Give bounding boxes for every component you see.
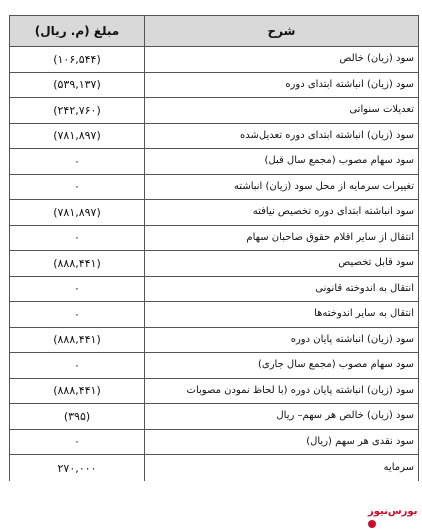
row-amount: (۷۸۱,۸۹۷) <box>10 200 145 226</box>
row-description: سود نقدی هر سهم (ریال) <box>145 429 419 455</box>
table-row <box>10 47 419 73</box>
row-amount: ۰ <box>10 429 145 455</box>
row-amount: (۷۸۱,۸۹۷) <box>10 123 145 149</box>
row-description: سود قابل تخصیص <box>145 251 419 277</box>
row-description: سود انباشته ابتدای دوره تخصیص نیافته <box>145 200 419 226</box>
row-description: سرمایه <box>145 455 419 482</box>
row-description: انتقال به سایر اندوخته‌ها <box>145 302 419 328</box>
table-row <box>10 429 419 455</box>
financial-table-container <box>9 15 419 481</box>
watermark-dot-icon <box>368 520 376 528</box>
row-amount: ۰ <box>10 276 145 302</box>
row-amount: (۱۰۶,۵۴۴) <box>10 47 145 73</box>
table-row <box>10 455 419 482</box>
row-description: انتقال از سایر اقلام حقوق صاحبان سهام <box>145 225 419 251</box>
table-row <box>10 404 419 430</box>
row-amount: (۵۳۹,۱۳۷) <box>10 72 145 98</box>
row-description: تغییرات سرمایه از محل سود (زیان) انباشته <box>145 174 419 200</box>
table-row <box>10 353 419 379</box>
row-amount: (۳۹۵) <box>10 404 145 430</box>
row-amount: ۰ <box>10 174 145 200</box>
row-description: تعدیلات سنواتی <box>145 98 419 124</box>
table-row <box>10 174 419 200</box>
watermark-text: بورس‌نیوز <box>368 506 418 517</box>
row-description: سود (زیان) خالص هر سهم– ریال <box>145 404 419 430</box>
table-header-row <box>10 16 419 47</box>
header-amount: مبلغ (م. ریال) <box>10 16 145 47</box>
table-row <box>10 327 419 353</box>
accumulated-profit-table <box>9 15 419 481</box>
table-row <box>10 276 419 302</box>
row-amount: ۰ <box>10 353 145 379</box>
watermark-logo <box>368 506 420 526</box>
row-description: سود (زیان) انباشته ابتدای دوره تعدیل‌شده <box>145 123 419 149</box>
table-row <box>10 98 419 124</box>
row-amount: (۸۸۸,۴۴۱) <box>10 327 145 353</box>
header-description: شرح <box>145 16 419 47</box>
row-amount: ۲۷۰,۰۰۰ <box>10 455 145 482</box>
row-description: سود (زیان) انباشته پایان دوره (با لحاظ نمودن مصوبات <box>145 378 419 404</box>
row-amount: ۰ <box>10 302 145 328</box>
row-amount: ۰ <box>10 149 145 175</box>
row-description: سود سهام مصوب (مجمع سال قبل) <box>145 149 419 175</box>
table-row <box>10 72 419 98</box>
table-body <box>10 47 419 482</box>
table-row <box>10 225 419 251</box>
table-row <box>10 302 419 328</box>
row-amount: (۸۸۸,۴۴۱) <box>10 251 145 277</box>
row-description: انتقال به اندوخته قانونی <box>145 276 419 302</box>
row-amount: ۰ <box>10 225 145 251</box>
table-row <box>10 251 419 277</box>
row-description: سود سهام مصوب (مجمع سال جاری) <box>145 353 419 379</box>
row-description: سود (زیان) انباشته پایان دوره <box>145 327 419 353</box>
table-row <box>10 200 419 226</box>
table-row <box>10 149 419 175</box>
row-description: سود (زیان) خالص <box>145 47 419 73</box>
table-row <box>10 123 419 149</box>
row-description: سود (زیان) انباشته ابتدای دوره <box>145 72 419 98</box>
row-amount: (۲۴۲,۷۶۰) <box>10 98 145 124</box>
row-amount: (۸۸۸,۴۴۱) <box>10 378 145 404</box>
table-row <box>10 378 419 404</box>
